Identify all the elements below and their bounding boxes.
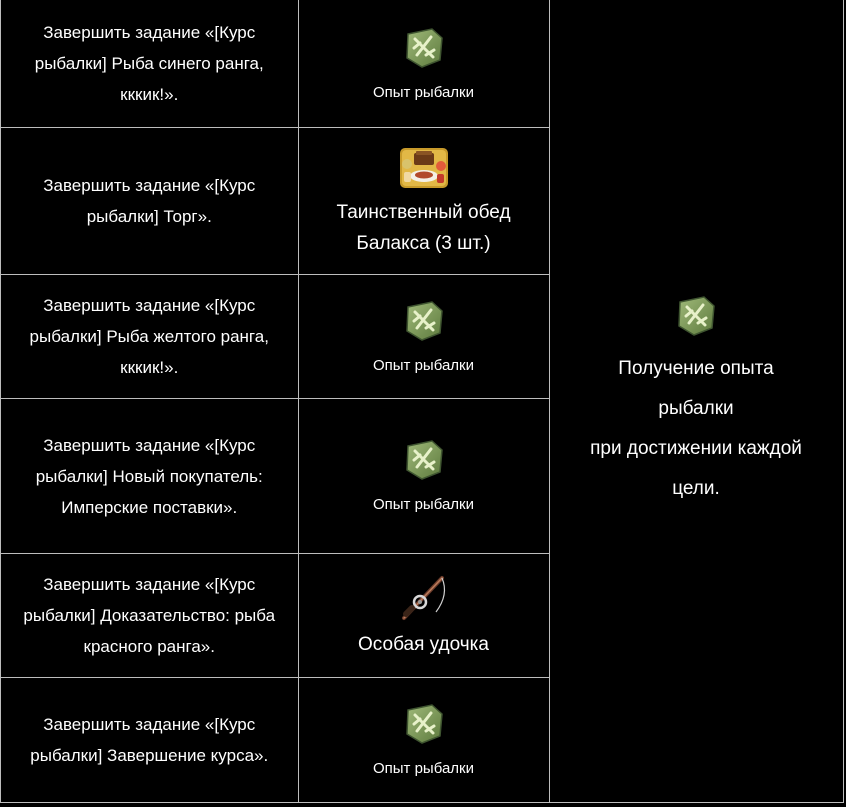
reward-label: Опыт рыбалки [372, 83, 474, 101]
reward-cell [298, 128, 549, 275]
table-row [1, 0, 843, 128]
reward-cell [298, 275, 549, 399]
reward-label: Опыт рыбалки [372, 496, 474, 513]
summary-text: Получение опыта рыбалки при достижении каждой цели. [590, 357, 802, 499]
reward-label: Опыт рыбалки [372, 760, 474, 777]
task-cell [1, 275, 298, 399]
fishing-xp-icon [568, 294, 825, 343]
reward-label: Особая удочка [358, 633, 489, 655]
task-cell [1, 678, 298, 803]
reward-cell [298, 678, 549, 803]
task-cell [1, 0, 298, 128]
summary-cell [549, 0, 843, 803]
task-text: Завершить задание «[Курс рыбалки] Рыба желтого ранга, кккик!». [29, 296, 269, 377]
fishing-xp-icon [317, 438, 531, 487]
fishing-xp-icon [317, 702, 531, 751]
reward-cell [298, 399, 549, 554]
task-text: Завершить задание «[Курс рыбалки] Завершение курса». [30, 715, 269, 765]
task-text: Завершить задание «[Курс рыбалки] Новый покупатель: Имперские поставки». [35, 435, 263, 517]
task-text: Завершить задание «[Курс рыбалки] Торг». [43, 176, 256, 226]
task-text: Завершить задание «[Курс рыбалки] Доказательство: рыба красного ранга». [23, 575, 276, 656]
task-cell [1, 554, 298, 678]
reward-label: Опыт рыбалки [372, 356, 474, 374]
fishing-rod-icon [317, 572, 531, 627]
task-cell [1, 399, 298, 554]
reward-label: Таинственный обед Балакса (3 шт.) [336, 201, 511, 254]
task-text: Завершить задание «[Курс рыбалки] Рыба синего ранга, кккик!». [34, 23, 264, 104]
mysterious-lunch-icon [317, 144, 531, 195]
fishing-xp-icon [317, 26, 531, 75]
fishing-xp-icon [317, 299, 531, 348]
reward-cell [298, 0, 549, 128]
fishing-course-rewards-table [1, 0, 844, 803]
task-cell [1, 128, 298, 275]
reward-cell [298, 554, 549, 678]
